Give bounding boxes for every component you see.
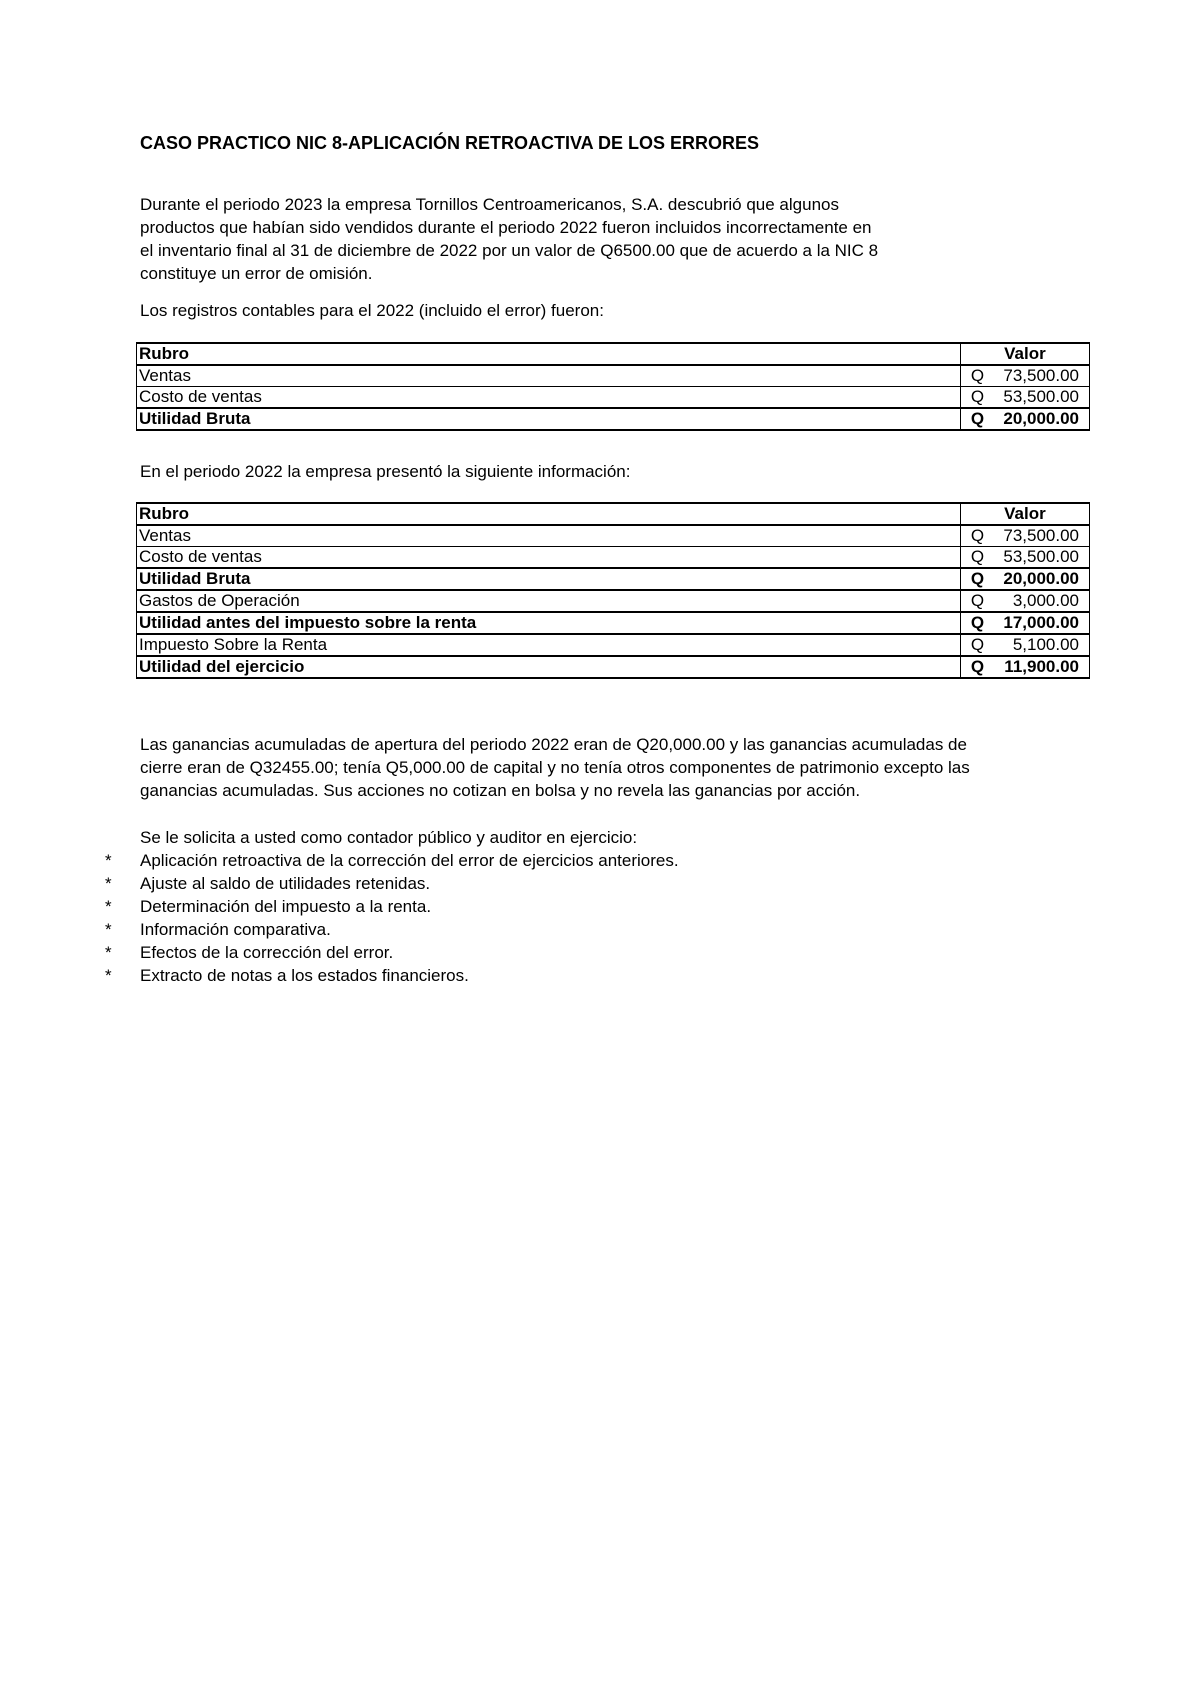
task-text: Efectos de la corrección del error. [140, 943, 394, 962]
row-label: Utilidad Bruta [137, 568, 961, 590]
intro-line: productos que habían sido vendidos durante el periodo 2022 fueron incluidos incorrectamente en [140, 218, 872, 237]
table-row-total [137, 656, 1090, 678]
bullet-star: * [105, 851, 112, 870]
table-header-row [137, 343, 1090, 365]
row-label: Costo de ventas [137, 547, 961, 569]
row-label: Gastos de Operación [137, 590, 961, 612]
amount: 20,000.00 [1003, 569, 1079, 588]
row-label: Ventas [137, 525, 961, 547]
bullet-star: * [105, 874, 112, 893]
table-row [137, 547, 1090, 569]
row-value [960, 387, 1089, 409]
header-rubro: Rubro [137, 343, 961, 365]
task-text: Determinación del impuesto a la renta. [140, 897, 432, 916]
row-label: Utilidad Bruta [137, 408, 961, 430]
currency-symbol: Q [970, 569, 985, 588]
amount: 3,000.00 [1012, 591, 1079, 610]
table-header-row [137, 503, 1090, 525]
table-row-total [137, 612, 1090, 634]
list-item [0, 964, 679, 987]
row-label: Impuesto Sobre la Renta [137, 634, 961, 656]
list-item [0, 849, 679, 872]
bullet-star: * [105, 943, 112, 962]
currency-symbol: Q [970, 526, 985, 545]
bullet-star: * [105, 897, 112, 916]
row-value [960, 568, 1089, 590]
row-label: Utilidad antes del impuesto sobre la renta [137, 612, 961, 634]
currency-symbol: Q [970, 547, 985, 566]
income-statement-table [136, 502, 1090, 679]
row-value [960, 408, 1089, 430]
row-label: Costo de ventas [137, 387, 961, 409]
table-row [137, 525, 1090, 547]
header-valor: Valor [960, 343, 1089, 365]
document-title: CASO PRACTICO NIC 8-APLICACIÓN RETROACTIVA DE LOS ERRORES [140, 133, 760, 153]
records-intro: Los registros contables para el 2022 (incluido el error) fueron: [140, 301, 604, 320]
intro-line: el inventario final al 31 de diciembre de 2022 por un valor de Q6500.00 que de acuerdo a la NIC 8 [140, 241, 879, 260]
currency-symbol: Q [970, 613, 985, 632]
header-valor: Valor [960, 503, 1089, 525]
currency-symbol: Q [970, 409, 985, 428]
intro-line: constituye un error de omisión. [140, 264, 373, 283]
row-value [960, 547, 1089, 569]
row-value [960, 612, 1089, 634]
amount: 20,000.00 [1003, 409, 1079, 428]
row-value [960, 525, 1089, 547]
table-row-total [137, 568, 1090, 590]
bullet-star: * [105, 920, 112, 939]
amount: 53,500.00 [1003, 387, 1079, 406]
row-label: Utilidad del ejercicio [137, 656, 961, 678]
header-rubro: Rubro [137, 503, 961, 525]
amount: 53,500.00 [1003, 547, 1079, 566]
task-list [0, 849, 679, 987]
row-label: Ventas [137, 365, 961, 387]
list-item [0, 895, 679, 918]
bullet-star: * [105, 966, 112, 985]
table-row-total [137, 408, 1090, 430]
info-intro: En el periodo 2022 la empresa presentó la siguiente información: [140, 462, 631, 481]
currency-symbol: Q [970, 635, 985, 654]
earnings-line: ganancias acumuladas. Sus acciones no cotizan en bolsa y no revela las ganancias por acción. [140, 781, 861, 800]
intro-paragraph [140, 193, 980, 285]
table-row [137, 590, 1090, 612]
currency-symbol: Q [970, 591, 985, 610]
task-text: Ajuste al saldo de utilidades retenidas. [140, 874, 431, 893]
list-item [0, 872, 679, 895]
table-row [137, 387, 1090, 409]
currency-symbol: Q [970, 657, 985, 676]
task-text: Información comparativa. [140, 920, 331, 939]
records-table [136, 342, 1090, 431]
amount: 17,000.00 [1003, 613, 1079, 632]
amount: 11,900.00 [1004, 657, 1079, 676]
task-text: Extracto de notas a los estados financieros. [140, 966, 469, 985]
intro-line: Durante el periodo 2023 la empresa Tornillos Centroamericanos, S.A. descubrió que algunos [140, 195, 839, 214]
amount: 5,100.00 [1012, 635, 1079, 654]
task-text: Aplicación retroactiva de la corrección del error de ejercicios anteriores. [140, 851, 679, 870]
earnings-line: Las ganancias acumuladas de apertura del periodo 2022 eran de Q20,000.00 y las ganancias acumuladas de [140, 735, 967, 754]
row-value [960, 634, 1089, 656]
row-value [960, 590, 1089, 612]
earnings-line: cierre eran de Q32455.00; tenía Q5,000.00 de capital y no tenía otros componentes de patrimonio excepto las [140, 758, 970, 777]
table-row [137, 365, 1090, 387]
row-value [960, 656, 1089, 678]
table-row [137, 634, 1090, 656]
amount: 73,500.00 [1003, 366, 1079, 385]
list-item [0, 941, 679, 964]
amount: 73,500.00 [1003, 526, 1079, 545]
earnings-paragraph [140, 733, 1100, 802]
list-item [0, 918, 679, 941]
currency-symbol: Q [970, 366, 985, 385]
request-intro: Se le solicita a usted como contador público y auditor en ejercicio: [140, 828, 638, 847]
row-value [960, 365, 1089, 387]
currency-symbol: Q [970, 387, 985, 406]
